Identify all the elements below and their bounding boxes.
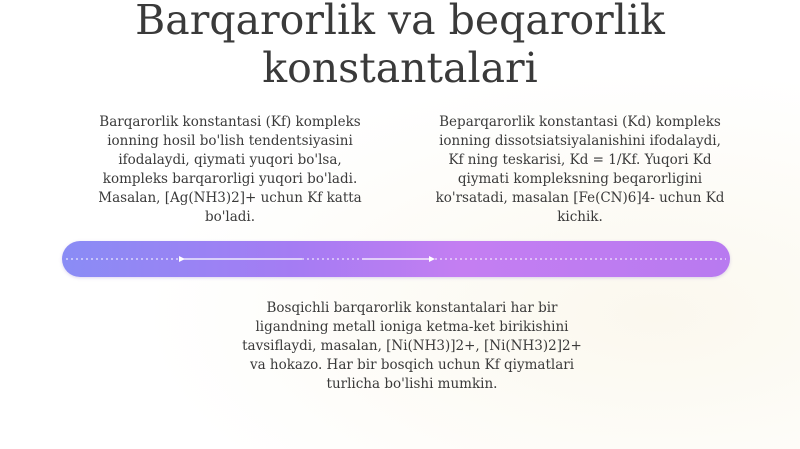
title-line-1: Barqarorlik va beqarorlik (135, 0, 665, 44)
text-line: kompleks barqarorligi yuqori bo'ladi. (102, 171, 358, 187)
text-line: ionning hosil bo'lish tendentsiyasini (107, 133, 353, 149)
text-line: ligandning metall ioniga ketma-ket birikishini (255, 319, 569, 335)
text-line: qiymati kompleksning beqarorligini (457, 171, 703, 187)
text-line: ko'rsatadi, masalan [Fe(CN)6]4- uchun Kd (435, 190, 725, 206)
text-line: ifodalaydi, qiymati yuqori bo'lsa, (118, 152, 342, 168)
stability-constant-text (70, 113, 390, 227)
text-line: va hokazo. Har bir bosqich uchun Kf qiymatlari (249, 357, 575, 373)
text-line: ionning dissotsiatsiyalanishini ifodalaydi, (439, 133, 721, 149)
instability-constant-text (420, 113, 740, 227)
text-line: Barqarorlik konstantasi (Kf) kompleks (99, 114, 361, 130)
text-line: Beparqarorlik konstantasi (Kd) kompleks (439, 114, 721, 130)
timeline-arrows (62, 241, 730, 277)
timeline-bar (62, 241, 730, 277)
text-line: Bosqichli barqarorlik konstantalari har bir (266, 300, 558, 316)
text-line: Kf ning teskarisi, Kd = 1/Kf. Yuqori Kd (448, 152, 712, 168)
stepwise-constant-text (232, 299, 592, 394)
arrow-head-icon (429, 256, 435, 262)
text-line: kichik. (557, 209, 603, 225)
slide-title (0, 0, 800, 92)
arrow-head-icon (179, 256, 185, 262)
title-line-2: konstantalari (262, 44, 538, 92)
text-line: bo'ladi. (204, 209, 256, 225)
text-line: Masalan, [Ag(NH3)2]+ uchun Kf katta (98, 190, 362, 206)
text-line: tavsiflaydi, masalan, [Ni(NH3)]2+, [Ni(NH3)2]2+ (242, 338, 582, 354)
text-line: turlicha bo'lishi mumkin. (326, 376, 498, 392)
